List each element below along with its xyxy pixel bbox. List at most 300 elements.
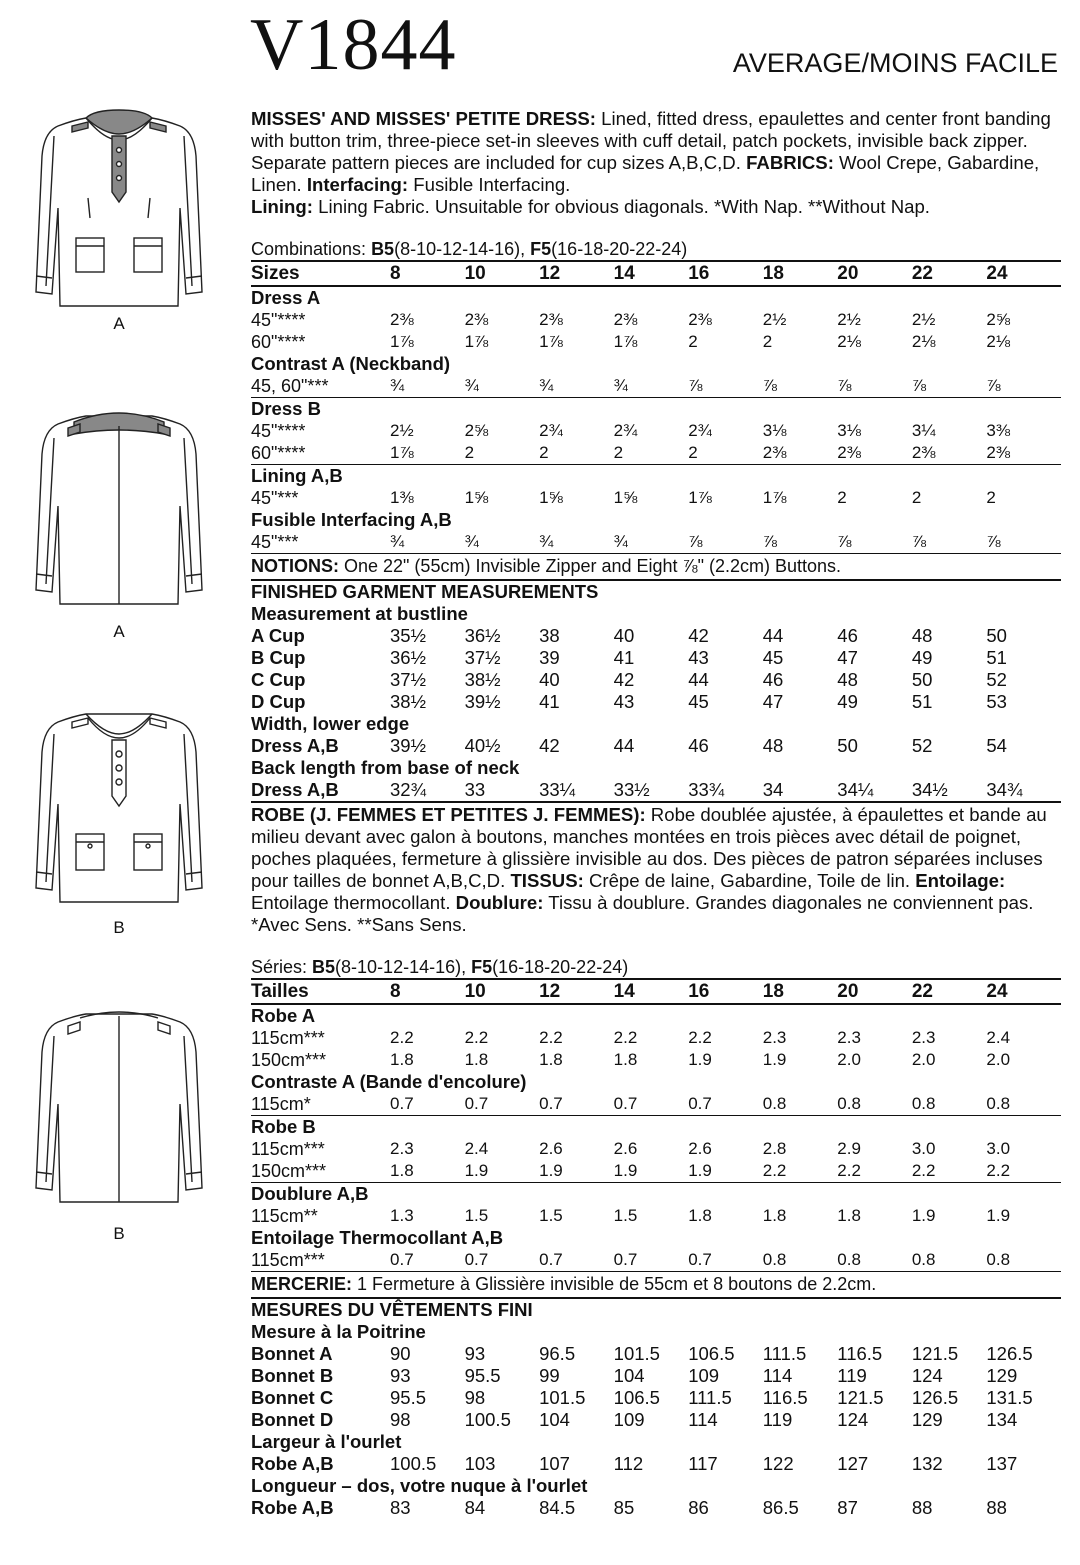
yardage-value: ¾: [464, 376, 479, 395]
sketch-label: B: [113, 918, 125, 937]
yardage-value: 1.9: [464, 1161, 489, 1180]
yardage-value: 1.8: [762, 1206, 787, 1225]
series-line: [251, 956, 1061, 978]
yardage-value: 2¾: [539, 421, 563, 440]
yardage-value: 1⅜: [390, 488, 414, 507]
measurement-value: 122: [762, 1453, 794, 1474]
measurement-row-label: C Cup: [251, 669, 306, 690]
yardage-value: 0.7: [390, 1249, 465, 1272]
yardage-value: 0.7: [688, 1094, 712, 1113]
measurement-subtitle: [251, 713, 1061, 735]
measurement-subtitle: [251, 1431, 1061, 1453]
yardage-value: 2⅛: [986, 332, 1011, 351]
size-column-header: 18: [763, 261, 838, 286]
measurement-value: 53: [986, 691, 1007, 712]
size-column-header: 12: [539, 979, 614, 1004]
yardage-value: 2: [464, 443, 475, 462]
yardage-row: [251, 375, 1061, 398]
measurement-row-label: A Cup: [251, 625, 305, 646]
yardage-value: 2.3: [837, 1028, 861, 1047]
measurement-value: 126.5: [986, 1343, 1033, 1364]
measurement-value: 44: [762, 625, 784, 646]
measurement-subtitle-text: Mesure à la Poitrine: [251, 1321, 426, 1342]
entoilage-label: Entoilage:: [915, 870, 1006, 891]
yardage-value: 0.8: [986, 1249, 1061, 1272]
size-column-header: 24: [986, 979, 1061, 1004]
yardage-value: ⅞: [763, 531, 838, 554]
yardage-row: [251, 531, 1061, 554]
combo-f5: F5: [471, 957, 493, 977]
yardage-value: 2⅜: [762, 443, 787, 462]
measurement-value: 45: [688, 691, 709, 712]
size-column-header: 20: [837, 261, 912, 286]
measurement-value: 34½: [911, 779, 948, 800]
yardage-row: [251, 331, 1061, 353]
measurement-row-label: Bonnet B: [251, 1365, 334, 1386]
yardage-value: 3⅛: [837, 421, 861, 440]
yardage-value: 2.2: [986, 1161, 1011, 1180]
measurement-value: 121.5: [837, 1387, 884, 1408]
measurement-row-label: D Cup: [251, 691, 306, 712]
yardage-value: 2.2: [911, 1161, 936, 1180]
fabric-section-title: [251, 398, 1061, 421]
yardage-value: 2.2: [390, 1028, 414, 1047]
measurement-subtitle: [251, 1475, 1061, 1497]
fabric-section-title: [251, 1227, 1061, 1249]
description-text: Lined, fitted dress, epaulettes and center front banding with button trim, three-piece set-in sleeves with cuff detail, patch pockets, invisible back zipper. Separate pattern pieces are included for cup sizes A,B,C,D.: [251, 108, 1051, 173]
section-title: Entoilage Thermocollant A,B: [251, 1227, 504, 1248]
yardage-value: 1⅝: [613, 488, 638, 507]
measurement-value: 93: [464, 1343, 486, 1364]
measurement-value: 34: [762, 779, 784, 800]
yardage-value: ⅞: [762, 376, 777, 395]
yardage-value: 2⅝: [986, 310, 1011, 329]
yardage-value: 0.7: [539, 1249, 614, 1272]
fabric-width-label: 150cm***: [251, 1050, 327, 1070]
yardage-value: 0.7: [465, 1249, 540, 1272]
yardage-value: 2⅜: [539, 310, 563, 329]
measurement-value: 116.5: [837, 1343, 883, 1364]
measurement-value: 54: [986, 735, 1007, 756]
measurement-value: 42: [539, 735, 560, 756]
measurement-value: 39: [539, 647, 560, 668]
yardage-value: 2.2: [762, 1161, 787, 1180]
measurement-value: 35½: [390, 625, 427, 646]
fabric-width-label: 115cm***: [251, 1249, 390, 1272]
yardage-value: 2.3: [762, 1028, 787, 1047]
yardage-value: 0.8: [763, 1249, 838, 1272]
measurement-value: 50: [911, 669, 933, 690]
measurement-value: 33¾: [688, 779, 725, 800]
yardage-value: 1⅞: [390, 332, 414, 351]
sketch-dress-b-back: [14, 1006, 224, 1244]
yardage-value: 0.7: [613, 1094, 638, 1113]
interfacing-label: Interfacing:: [306, 174, 409, 195]
measurement-value: 100.5: [464, 1409, 511, 1430]
measurement-value: 96.5: [539, 1343, 576, 1364]
yardage-value: 0.8: [762, 1094, 787, 1113]
yardage-value: 2⅜: [464, 310, 489, 329]
yardage-value: 3.0: [986, 1139, 1011, 1158]
doublure-text: Tissu à doublure. Grandes diagonales ne conviennent pas. *Avec Sens. **Sans Sens.: [251, 892, 1034, 935]
section-title: Dress B: [251, 398, 1061, 421]
yardage-value: 2.2: [613, 1028, 638, 1047]
sketch-label: A: [113, 314, 125, 333]
section-title: Robe B: [251, 1116, 1061, 1139]
mercerie-line: [251, 1272, 1061, 1299]
yardage-value: 2.0: [986, 1050, 1011, 1069]
yardage-value: 3.0: [911, 1139, 936, 1158]
measurement-value: 32¾: [390, 779, 427, 800]
measurement-value: 44: [613, 735, 635, 756]
yardage-value: 3⅛: [762, 421, 787, 440]
measurement-value: 119: [762, 1409, 793, 1430]
measurement-value: 41: [539, 691, 560, 712]
divider: [251, 801, 1061, 803]
measurement-value: 93: [390, 1365, 411, 1386]
yardage-row: [251, 1205, 1061, 1227]
yardage-value: 0.8: [837, 1249, 912, 1272]
measurement-value: 83: [390, 1497, 411, 1518]
french-description: [251, 804, 1061, 936]
measurement-value: 52: [986, 669, 1007, 690]
combinations-label: Combinations:: [251, 239, 372, 259]
yardage-value: 1.8: [688, 1206, 712, 1225]
measurement-value: 114: [762, 1365, 793, 1386]
yardage-value: 2.4: [464, 1139, 489, 1158]
measurement-value: 104: [539, 1409, 570, 1430]
combo-f5-sizes: (16-18-20-22-24): [551, 239, 688, 259]
finished-measurements-title: FINISHED GARMENT MEASUREMENTS: [251, 581, 599, 602]
yardage-value: 2⅜: [986, 443, 1011, 462]
measurement-value: 129: [986, 1365, 1018, 1386]
yardage-value: 2⅜: [613, 310, 638, 329]
size-column-header: 22: [912, 979, 987, 1004]
measurement-row-label: Bonnet A: [251, 1343, 333, 1364]
size-column-header: 12: [539, 261, 614, 286]
fabric-section-title: [251, 1004, 1061, 1027]
fabric-section-title: [251, 1183, 1061, 1206]
combo-b5-sizes: (8-10-12-14-16),: [394, 239, 531, 259]
yardage-value: 2.6: [688, 1139, 712, 1158]
yardage-value: 3¼: [911, 421, 936, 440]
fabric-width-label: 45"****: [251, 421, 306, 441]
sizes-label: Sizes: [251, 261, 390, 286]
measurement-value: 112: [613, 1453, 644, 1474]
yardage-value: 1.9: [911, 1206, 936, 1225]
measurement-value: 126.5: [911, 1387, 959, 1408]
measurement-value: 104: [613, 1365, 645, 1386]
measurement-value: 121.5: [911, 1343, 959, 1364]
yardage-value: ¾: [539, 376, 554, 395]
size-column-header: 24: [986, 261, 1061, 286]
yardage-row: [251, 1249, 1061, 1272]
measurement-value: 42: [688, 625, 709, 646]
entoilage-text: Entoilage thermocollant.: [251, 892, 456, 913]
section-title: Lining A,B: [251, 465, 1061, 488]
mercerie-label: MERCERIE:: [251, 1274, 353, 1294]
yardage-value: 2.2: [539, 1028, 563, 1047]
measurement-value: 84.5: [539, 1497, 576, 1518]
fabric-section-title: [251, 353, 1061, 375]
yardage-value: 0.8: [912, 1249, 987, 1272]
measurement-value: 49: [837, 691, 858, 712]
section-title: Contraste A (Bande d'encolure): [251, 1071, 527, 1092]
measurement-value: 131.5: [986, 1387, 1033, 1408]
measurement-subtitle-text: Width, lower edge: [251, 713, 410, 734]
yardage-value: 2.0: [837, 1050, 861, 1069]
size-column-header: 20: [837, 979, 912, 1004]
measurement-value: 42: [613, 669, 635, 690]
yardage-value: 2.2: [464, 1028, 489, 1047]
yardage-row: [251, 1049, 1061, 1071]
tissus-label: TISSUS:: [510, 870, 584, 891]
yardage-value: 2.6: [613, 1139, 638, 1158]
yardage-value: 2: [837, 488, 847, 507]
notions-line: [251, 554, 1061, 581]
yardage-value: 1⅞: [390, 443, 414, 462]
measurement-value: 38½: [464, 669, 501, 690]
measurement-value: 48: [911, 625, 933, 646]
fabric-width-label: 45"****: [251, 310, 306, 330]
fabric-section-title: [251, 1071, 1061, 1093]
measurement-value: 98: [390, 1409, 411, 1430]
measurement-value: 36½: [390, 647, 427, 668]
measurement-value: 106.5: [688, 1343, 735, 1364]
fabric-width-label: 45"***: [251, 531, 390, 554]
measurement-value: 88: [911, 1497, 933, 1518]
measurement-value: 111.5: [688, 1387, 732, 1408]
measurement-value: 87: [837, 1497, 858, 1518]
yardage-value: 1⅞: [613, 332, 638, 351]
yardage-value: 2.3: [911, 1028, 936, 1047]
measurement-value: 34¾: [986, 779, 1023, 800]
yardage-value: 1.9: [688, 1161, 712, 1180]
yardage-value: 1.3: [390, 1206, 414, 1225]
measurement-value: 41: [613, 647, 635, 668]
measurement-value: 127: [837, 1453, 869, 1474]
doublure-label: Doublure:: [455, 892, 544, 913]
yardage-value: 2: [911, 488, 922, 507]
yardage-value: 1.8: [390, 1161, 414, 1180]
finished-measurements-table-french: [251, 1321, 1061, 1519]
yardage-value: 2.4: [986, 1028, 1011, 1047]
measurement-value: 86: [688, 1497, 709, 1518]
measurement-value: 51: [911, 691, 933, 712]
yardage-value: 2: [762, 332, 773, 351]
measurement-value: 100.5: [390, 1453, 437, 1474]
measurement-value: 88: [986, 1497, 1007, 1518]
yardage-value: 2⅛: [911, 332, 936, 351]
fabric-section-title: [251, 465, 1061, 488]
yardage-value: 2.3: [390, 1139, 414, 1158]
yardage-value: 2⅜: [688, 310, 712, 329]
yardage-value: 2¾: [613, 421, 638, 440]
yardage-value: 2.6: [539, 1139, 563, 1158]
measurement-value: 52: [911, 735, 933, 756]
measurement-value: 50: [986, 625, 1007, 646]
measurement-subtitle: [251, 757, 1061, 779]
notions-label: NOTIONS:: [251, 556, 339, 576]
yardage-value: 1.8: [390, 1050, 414, 1069]
measurement-value: 99: [539, 1365, 560, 1386]
mercerie-text: 1 Fermeture à Glissière invisible de 55cm et 8 boutons de 2.2cm.: [352, 1274, 877, 1294]
yardage-value: 3⅜: [986, 421, 1011, 440]
measurement-value: 124: [911, 1365, 943, 1386]
yardage-value: 2½: [390, 421, 414, 440]
yardage-value: 0.7: [539, 1094, 563, 1113]
measurement-value: 124: [837, 1409, 869, 1430]
measurement-row-label: Dress A,B: [251, 735, 339, 756]
yardage-value: 1⅝: [464, 488, 489, 507]
yardage-table-french: [251, 978, 1061, 1272]
measurement-value: 98: [464, 1387, 486, 1408]
fabric-width-label: 150cm***: [251, 1161, 327, 1181]
yardage-value: ¾: [613, 376, 628, 395]
fabric-section-title: [251, 1116, 1061, 1139]
combo-f5: F5: [530, 239, 552, 259]
yardage-table-english: [251, 260, 1061, 554]
fabric-width-label: 45, 60"***: [251, 376, 329, 396]
pattern-number: V1844: [250, 4, 457, 86]
size-column-header: 14: [614, 979, 689, 1004]
measurement-value: 39½: [390, 735, 427, 756]
measurement-value: 119: [837, 1365, 867, 1386]
measurement-value: 107: [539, 1453, 570, 1474]
measurement-value: 39½: [464, 691, 501, 712]
measurement-value: 40½: [464, 735, 501, 756]
measurement-subtitle: [251, 1321, 1061, 1343]
measurement-value: 45: [762, 647, 784, 668]
measurement-value: 95.5: [390, 1387, 427, 1408]
yardage-value: 0.7: [390, 1094, 414, 1113]
sizes-label: Tailles: [251, 979, 390, 1004]
yardage-value: 2.0: [911, 1050, 936, 1069]
yardage-row: [251, 487, 1061, 509]
measurement-row-label: B Cup: [251, 647, 306, 668]
yardage-row: [251, 1027, 1061, 1049]
combo-f5-sizes: (16-18-20-22-24): [492, 957, 629, 977]
measurement-value: 46: [688, 735, 709, 756]
combo-b5: B5: [371, 239, 395, 259]
section-title: Doublure A,B: [251, 1183, 1061, 1206]
sketch-dress-b-front: [14, 700, 224, 938]
yardage-value: 0.8: [837, 1094, 861, 1113]
yardage-value: 1.5: [613, 1206, 638, 1225]
measurement-subtitle: [251, 603, 1061, 625]
measurement-row-label: Bonnet D: [251, 1409, 334, 1430]
measurement-value: 95.5: [464, 1365, 501, 1386]
combo-b5: B5: [312, 957, 336, 977]
yardage-value: 2⅜: [390, 310, 414, 329]
yardage-value: 2.8: [762, 1139, 787, 1158]
yardage-value: 2¾: [688, 421, 712, 440]
yardage-value: ¾: [614, 531, 689, 554]
yardage-row: [251, 309, 1061, 331]
measurement-subtitle-text: Longueur – dos, votre nuque à l'ourlet: [251, 1475, 588, 1496]
series-label: Séries:: [251, 957, 313, 977]
fabric-width-label: 115cm*: [251, 1094, 311, 1114]
yardage-row: [251, 1160, 1061, 1183]
yardage-value: 2.2: [688, 1028, 712, 1047]
yardage-value: 1.5: [539, 1206, 563, 1225]
yardage-value: 1⅝: [539, 488, 563, 507]
measurement-value: 43: [688, 647, 709, 668]
size-column-header: 18: [763, 979, 838, 1004]
section-title: Robe A: [251, 1005, 316, 1026]
fabric-section-title: [251, 286, 1061, 309]
sketch-dress-a-front: [14, 96, 224, 334]
interfacing-text: Fusible Interfacing.: [408, 174, 571, 195]
size-column-header: 8: [390, 979, 465, 1004]
measurement-value: 132: [911, 1453, 943, 1474]
yardage-value: 2⅝: [464, 421, 489, 440]
yardage-value: 1.9: [539, 1161, 563, 1180]
measurement-row: [251, 1365, 1061, 1387]
measurement-value: 50: [837, 735, 858, 756]
description-text: Robe doublée ajustée, à épaulettes et bande au milieu devant avec galon à boutons, manches montées en trois pièces avec détail de poignet, poches plaquées, fermeture à glissière invisible au dos. Des pièces de patron séparées incluses pour tailles de bonnet A,B,C,D.: [251, 804, 1047, 891]
measurement-row: [251, 1497, 1061, 1519]
measurement-value: 43: [613, 691, 635, 712]
fabric-width-label: 115cm***: [251, 1139, 325, 1159]
sketch-label: A: [113, 622, 125, 641]
measurement-value: 33½: [613, 779, 650, 800]
size-header-row: [251, 261, 1061, 286]
yardage-value: 1.9: [613, 1161, 638, 1180]
yardage-value: 1.9: [688, 1050, 712, 1069]
yardage-value: 2: [539, 443, 549, 462]
measurement-value: 47: [762, 691, 784, 712]
yardage-value: 2⅜: [837, 443, 861, 462]
lining-label: Lining:: [251, 196, 313, 217]
yardage-value: 2½: [762, 310, 787, 329]
size-column-header: 10: [465, 979, 540, 1004]
yardage-value: 0.8: [986, 1094, 1011, 1113]
measurement-row: [251, 779, 1061, 801]
yardage-value: ⅞: [688, 376, 703, 395]
yardage-value: 1⅞: [762, 488, 787, 507]
sketch-label: B: [113, 1224, 125, 1243]
size-header-row: [251, 979, 1061, 1004]
measurement-value: 37½: [390, 669, 427, 690]
yardage-value: 1⅞: [539, 332, 563, 351]
measurement-value: 36½: [464, 625, 501, 646]
fabrics-label: FABRICS:: [746, 152, 834, 173]
yardage-value: 2: [688, 443, 698, 462]
measurement-value: 44: [688, 669, 709, 690]
yardage-value: 2.2: [837, 1161, 861, 1180]
measurement-row-label: Bonnet C: [251, 1387, 334, 1408]
measurement-value: 90: [390, 1343, 411, 1364]
fabric-section-title: [251, 509, 1061, 531]
yardage-value: 2: [986, 488, 996, 507]
measurement-value: 47: [837, 647, 858, 668]
yardage-value: ¾: [390, 531, 465, 554]
size-column-header: 16: [688, 979, 763, 1004]
measurement-row-label: Dress A,B: [251, 779, 339, 800]
sketch-dress-a-back: [14, 404, 224, 642]
measurement-row: [251, 691, 1061, 713]
measurement-value: 106.5: [613, 1387, 660, 1408]
fabric-width-label: 45"***: [251, 488, 299, 508]
fabric-width-label: 60"****: [251, 443, 306, 463]
measurement-subtitle-text: Back length from base of neck: [251, 757, 520, 778]
measurement-value: 101.5: [613, 1343, 660, 1364]
measurement-subtitle-text: Measurement at bustline: [251, 603, 468, 624]
size-column-header: 8: [390, 261, 465, 286]
measurement-value: 51: [986, 647, 1007, 668]
size-column-header: 16: [688, 261, 763, 286]
